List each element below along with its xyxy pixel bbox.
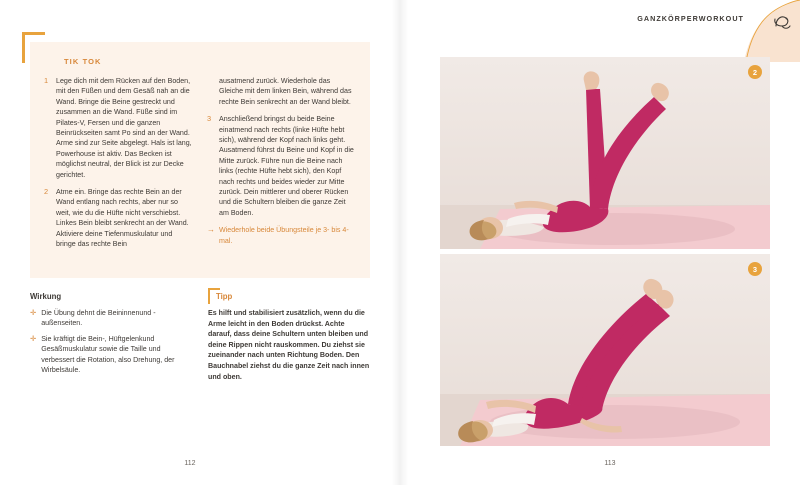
- wirkung-section: [30, 292, 192, 382]
- instruction-step: [44, 187, 193, 249]
- tipp-title: Tipp: [216, 292, 233, 301]
- wirkung-bullet: [30, 334, 192, 376]
- step-badge: 2: [748, 65, 762, 79]
- instruction-step: [207, 114, 356, 218]
- page-number-right: 113: [604, 460, 616, 467]
- page-number-left: 112: [184, 460, 196, 467]
- wirkung-bullet: [30, 308, 192, 329]
- step-text: Atme ein. Bringe das rechte Bein an der Wand entlang nach rechts, aber nur so weit, wie du die Hüfte nicht verschiebst. Linkes Bein bleibt senkrecht an der Wand. Aktiviere deine Tiefenmuskulatur und bringe das rechte Bein: [56, 188, 189, 249]
- instruction-column-2: [207, 76, 356, 257]
- step-number: 2: [44, 187, 49, 197]
- plus-bullet-icon: ✛: [30, 308, 37, 317]
- step-number: [207, 76, 214, 107]
- corner-bracket-decor-icon: [208, 288, 220, 304]
- step-text: Anschließend bringst du beide Beine einatmend nach rechts (linke Hüfte hebt sich), während der Kopf nach links geht. Ausatmend führst du Beine und Kopf in die Mitte zurück. Führe nun die Beine nach links (rechte Hüfte hebt sich), den Kopf nach rechts und beides wieder zur Mitte zurück. Dein mittlerer und oberer Rücken und die Schultern bleiben die ganze Zeit am Boden.: [219, 115, 354, 217]
- exercise-photo-2: [440, 254, 770, 446]
- tiktok-instruction-box: [30, 42, 370, 278]
- instruction-columns: [44, 76, 356, 257]
- wirkung-title: Wirkung: [30, 292, 62, 301]
- tipp-section: [208, 292, 370, 382]
- exercise-photo-1: [440, 57, 770, 249]
- step-text: Wiederhole beide Übungsteile je 3- bis 4-mal.: [219, 226, 349, 245]
- step-badge: 3: [748, 262, 762, 276]
- wirkung-bullet-text: Sie kräftigt die Bein-, Hüftgelenkund Gesäßmuskulatur sowie die Taille und verbessert die Rotation, also Drehung, der Wirbelsäule.: [41, 334, 175, 375]
- wirkung-bullet-text: Die Übung dehnt die Beininnenund -außenseiten.: [41, 309, 156, 328]
- right-page: [400, 0, 800, 485]
- step-text: Lege dich mit dem Rücken auf den Boden, mit den Füßen und dem Gesäß nah an die Wand. Bringe die Beine gestreckt und zusammen an die Wand. Füße sind im Pilates-V, Fersen und die ganzen Beinrückseiten samt Po sind an der Wand. Arme sind zur Seite abgelegt. Hals ist lang, Powerhouse ist aktiv. Das Becken ist möglichst neutral, der Blick ist zur Decke gerichtet.: [56, 77, 192, 179]
- arrow-icon: →: [207, 225, 215, 235]
- corner-bracket-decor-icon: [22, 32, 45, 63]
- instruction-step: [207, 76, 356, 107]
- instruction-step-repeat: [207, 225, 356, 246]
- step-text: ausatmend zurück. Wiederhole das Gleiche mit dem linken Bein, während das rechte Bein senkrecht an der Wand bleibt.: [219, 77, 352, 106]
- step-number: 1: [44, 76, 49, 85]
- tipp-body: Es hilft und stabilisiert zusätzlich, wenn du die Arme leicht in den Boden drückst. Achte darauf, dass deine Schultern unten bleiben und deine Rippen nicht rauskommen. Du ziehst sie zueinander nach unten Richtung Boden. Den Bauchnabel ziehst du die ganze Zeit nach innen und oben.: [208, 309, 370, 381]
- instruction-step: [44, 76, 193, 180]
- instruction-column-1: [44, 76, 193, 257]
- corner-ornament-icon: [744, 0, 800, 62]
- tiktok-title: TIK TOK: [64, 57, 102, 66]
- running-header: GANZKÖRPERWORKOUT: [637, 14, 744, 23]
- plus-bullet-icon: ✛: [30, 333, 37, 343]
- step-number: 3: [207, 114, 212, 124]
- bottom-sections: [30, 292, 370, 382]
